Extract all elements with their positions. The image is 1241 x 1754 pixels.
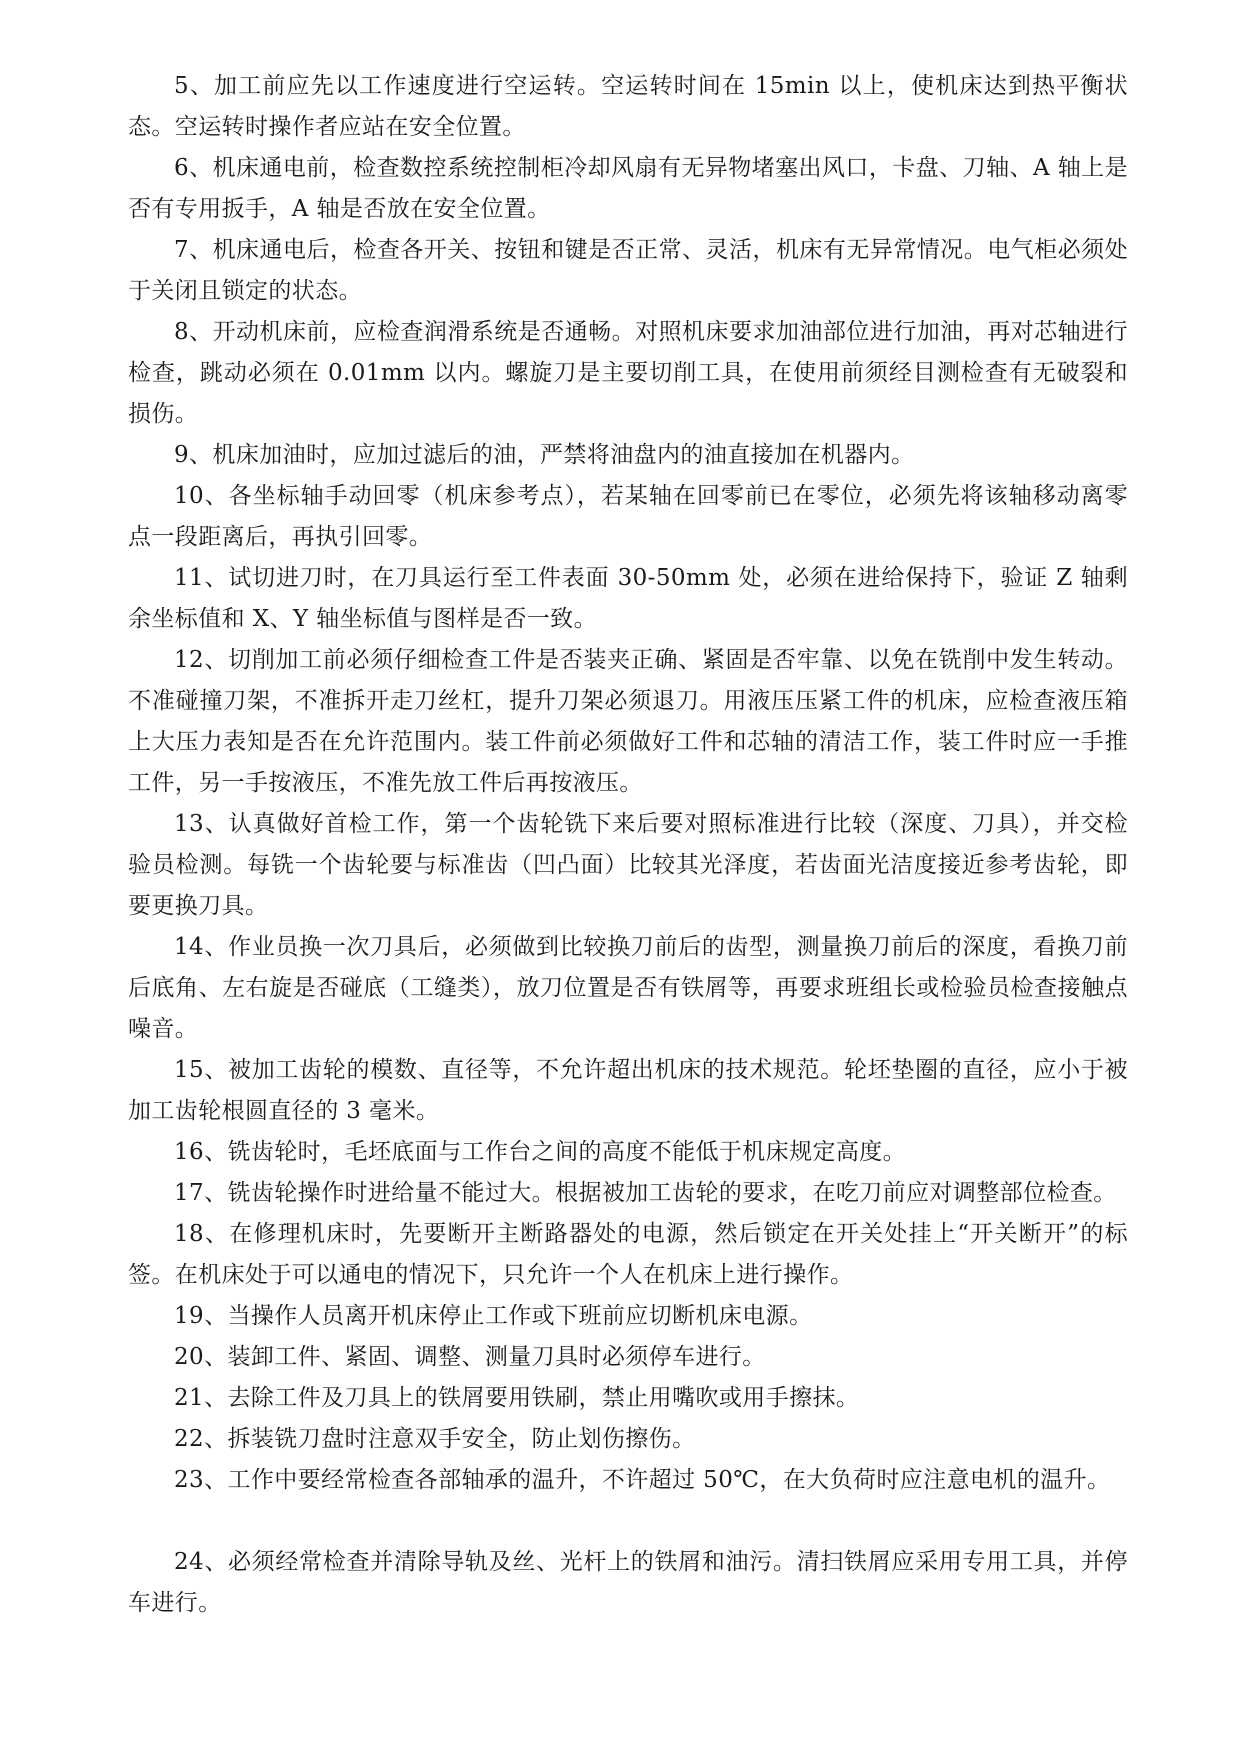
rule-item-21: 21、去除工件及刀具上的铁屑要用铁刷，禁止用嘴吹或用手擦抹。 (174, 1385, 860, 1411)
rule-item-19: 19、当操作人员离开机床停止工作或下班前应切断机床电源。 (174, 1303, 813, 1329)
document-page (128, 66, 1128, 1624)
rule-item-12: 12、切削加工前必须仔细检查工件是否装夹正确、紧固是否牢靠、以免在铣削中发生转动。不准碰撞刀架，不准拆开走刀丝杠，提升刀架必须退刀。用液压压紧工件的机床，应检查液压箱上大压力表知是否在允许范围内。装工件前必须做好工件和芯轴的清洁工作，装工件时应一手推工件，另一手按液压，不准先放工件后再按液压。 (128, 647, 1128, 796)
rule-item-8: 8、开动机床前，应检查润滑系统是否通畅。对照机床要求加油部位进行加油，再对芯轴进行检查，跳动必须在 0.01mm 以内。螺旋刀是主要切削工具，在使用前须经目测检查有无破裂和损伤。 (128, 319, 1128, 427)
rule-item-23: 23、工作中要经常检查各部轴承的温升，不许超过 50℃，在大负荷时应注意电机的温升。 (174, 1467, 1111, 1493)
rule-item-15: 15、被加工齿轮的模数、直径等，不允许超出机床的技术规范。轮坯垫圈的直径，应小于被加工齿轮根圆直径的 3 毫米。 (128, 1057, 1128, 1124)
rule-item-13: 13、认真做好首检工作，第一个齿轮铣下来后要对照标准进行比较（深度、刀具），并交检验员检测。每铣一个齿轮要与标准齿（凹凸面）比较其光泽度，若齿面光洁度接近参考齿轮，即要更换刀具。 (128, 811, 1128, 919)
rule-item-17: 17、铣齿轮操作时进给量不能过大。根据被加工齿轮的要求，在吃刀前应对调整部位检查。 (174, 1180, 1117, 1206)
rule-item-6: 6、机床通电前，检查数控系统控制柜冷却风扇有无异物堵塞出风口，卡盘、刀轴、A 轴上是否有专用扳手，A 轴是否放在安全位置。 (128, 155, 1128, 222)
rule-item-7: 7、机床通电后，检查各开关、按钮和键是否正常、灵活，机床有无异常情况。电气柜必须处于关闭且锁定的状态。 (128, 237, 1128, 304)
rule-item-11: 11、试切进刀时，在刀具运行至工件表面 30-50mm 处，必须在进给保持下，验证 Z 轴剩余坐标值和 X、Y 轴坐标值与图样是否一致。 (128, 565, 1128, 632)
rule-item-9: 9、机床加油时，应加过滤后的油，严禁将油盘内的油直接加在机器内。 (174, 442, 915, 468)
rule-item-14: 14、作业员换一次刀具后，必须做到比较换刀前后的齿型，测量换刀前后的深度，看换刀前后底角、左右旋是否碰底（工缝类），放刀位置是否有铁屑等，再要求班组长或检验员检查接触点噪音。 (128, 934, 1128, 1042)
rule-item-22: 22、拆装铣刀盘时注意双手安全，防止划伤擦伤。 (174, 1426, 696, 1452)
rule-item-10: 10、各坐标轴手动回零（机床参考点），若某轴在回零前已在零位，必须先将该轴移动离零点一段距离后，再执引回零。 (128, 483, 1128, 550)
rule-item-16: 16、铣齿轮时，毛坯底面与工作台之间的高度不能低于机床规定高度。 (174, 1139, 907, 1165)
rule-item-24: 24、必须经常检查并清除导轨及丝、光杆上的铁屑和油污。清扫铁屑应采用专用工具，并停车进行。 (128, 1549, 1128, 1616)
rule-item-18: 18、在修理机床时，先要断开主断路器处的电源，然后锁定在开关处挂上“开关断开”的标签。在机床处于可以通电的情况下，只允许一个人在机床上进行操作。 (128, 1221, 1128, 1288)
rule-item-5: 5、加工前应先以工作速度进行空运转。空运转时间在 15min 以上，使机床达到热平衡状态。空运转时操作者应站在安全位置。 (128, 73, 1128, 140)
rule-item-20: 20、装卸工件、紧固、调整、测量刀具时必须停车进行。 (174, 1344, 766, 1370)
